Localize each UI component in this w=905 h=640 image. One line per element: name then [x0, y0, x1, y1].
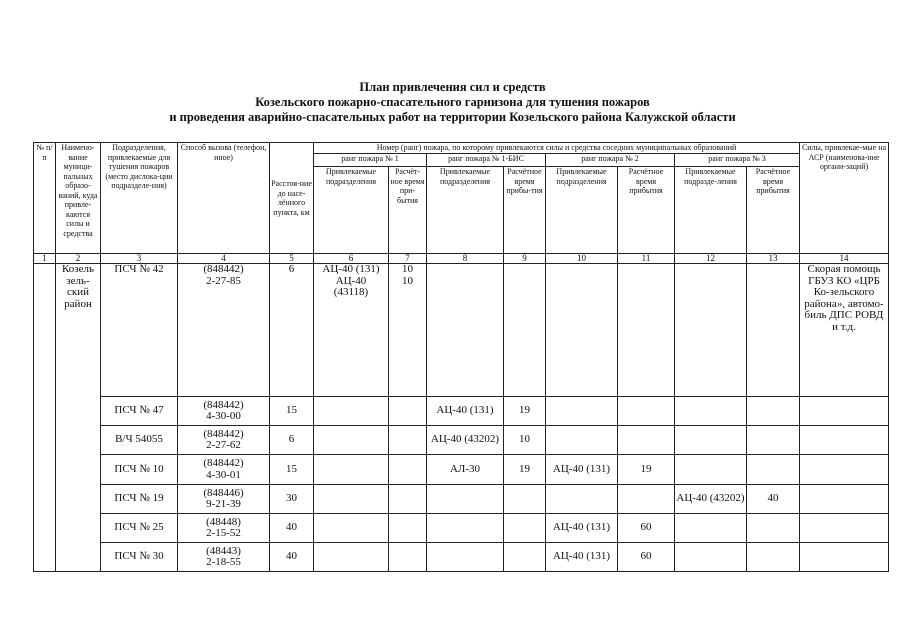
distance-cell: 6 — [270, 426, 314, 455]
distance-cell: 40 — [270, 543, 314, 572]
asr-forces-cell: Скорая помощь ГБУЗ КО «ЦРБ Ко-зельского района», автомо-биль ДПС РОВД и т.д. — [800, 264, 889, 397]
asr-forces-cell — [800, 485, 889, 514]
column-number: 14 — [800, 254, 889, 264]
header-col-number: № п/п — [34, 143, 56, 254]
distance-cell: 15 — [270, 397, 314, 426]
column-number: 2 — [56, 254, 101, 264]
rank-1-units-cell — [314, 514, 389, 543]
column-number: 4 — [178, 254, 270, 264]
header-rank-1-time: Расчёт-ное время при-бытия — [389, 167, 427, 254]
rank-2-units-cell — [546, 264, 618, 397]
rank-1-bis-units-cell: АЦ-40 (43202) — [427, 426, 504, 455]
asr-forces-cell — [800, 514, 889, 543]
phone-cell: (848442) 4-30-01 — [178, 455, 270, 485]
column-number: 1 — [34, 254, 56, 264]
document-title-line-3: и проведения аварийно-спасательных работ на территории Козельского района Калужской области — [169, 110, 736, 124]
unit-name: ПСЧ № 30 — [101, 543, 178, 572]
rank-1-units-cell — [314, 485, 389, 514]
rank-2-units-cell — [546, 397, 618, 426]
column-number: 7 — [389, 254, 427, 264]
rank-3-time-cell: 40 — [747, 485, 800, 514]
rank-1-units-cell — [314, 397, 389, 426]
rank-1-bis-units-cell: АЛ-30 — [427, 455, 504, 485]
distance-cell: 6 — [270, 264, 314, 397]
rank-1-units-cell — [314, 455, 389, 485]
table-row — [34, 485, 889, 514]
header-rank-1: ранг пожара № 1 — [314, 154, 427, 167]
rank-2-time-cell — [618, 426, 675, 455]
header-rank-3-units: Привлекаемые подразде-ления — [675, 167, 747, 254]
rank-1-bis-units-cell — [427, 543, 504, 572]
table-row — [34, 397, 889, 426]
rank-1-units-cell — [314, 543, 389, 572]
rank-1-bis-units-cell: АЦ-40 (131) — [427, 397, 504, 426]
rank-2-units-cell: АЦ-40 (131) — [546, 455, 618, 485]
table-row — [34, 514, 889, 543]
column-number: 6 — [314, 254, 389, 264]
rank-1-bis-time-cell: 19 — [504, 397, 546, 426]
rank-3-units-cell — [675, 543, 747, 572]
table-row — [34, 455, 889, 485]
rank-1-bis-time-cell — [504, 543, 546, 572]
rank-3-units-cell — [675, 264, 747, 397]
rank-2-units-cell: АЦ-40 (131) — [546, 543, 618, 572]
rank-2-units-cell — [546, 426, 618, 455]
asr-forces-cell — [800, 397, 889, 426]
column-number: 10 — [546, 254, 618, 264]
header-col-units: Подразделения, привлекаемые для тушения пожаров (место дислока-ции подразделе-ния) — [101, 143, 178, 254]
document-title-line-1: План привлечения сил и средств — [359, 80, 546, 94]
column-number: 13 — [747, 254, 800, 264]
table-row — [34, 264, 889, 397]
municipality-name: Козель зель-ский район — [56, 264, 101, 572]
distance-cell: 15 — [270, 455, 314, 485]
rank-3-units-cell — [675, 514, 747, 543]
header-rank-2: ранг пожара № 2 — [546, 154, 675, 167]
rank-3-time-cell — [747, 514, 800, 543]
column-number: 11 — [618, 254, 675, 264]
phone-cell: (848442) 4-30-00 — [178, 397, 270, 426]
header-col-call-method: Способ вызова (телефон, иное) — [178, 143, 270, 254]
rank-1-time-cell — [389, 485, 427, 514]
rank-1-units-cell — [314, 426, 389, 455]
header-rank-1-bis-units: Привлекаемые подразделения — [427, 167, 504, 254]
rank-3-time-cell — [747, 455, 800, 485]
header-rank-3-time: Расчётное время прибытия — [747, 167, 800, 254]
rank-1-bis-time-cell — [504, 264, 546, 397]
rank-1-bis-units-cell — [427, 514, 504, 543]
rank-2-time-cell — [618, 397, 675, 426]
unit-name: ПСЧ № 47 — [101, 397, 178, 426]
column-number: 3 — [101, 254, 178, 264]
asr-forces-cell — [800, 543, 889, 572]
rank-1-bis-time-cell: 10 — [504, 426, 546, 455]
header-rank-3: ранг пожара № 3 — [675, 154, 800, 167]
rank-1-time-cell — [389, 426, 427, 455]
phone-cell: (848446) 9-21-39 — [178, 485, 270, 514]
rank-1-time-cell — [389, 543, 427, 572]
unit-name: ПСЧ № 19 — [101, 485, 178, 514]
phone-cell: (48448) 2-15-52 — [178, 514, 270, 543]
header-col-distance: Расстоя-ние до насе-лённого пункта, км — [270, 143, 314, 254]
rank-2-time-cell — [618, 485, 675, 514]
rank-3-units-cell — [675, 426, 747, 455]
rank-3-time-cell — [747, 543, 800, 572]
asr-forces-cell — [800, 455, 889, 485]
rank-3-time-cell — [747, 397, 800, 426]
rank-1-time-cell: 10 10 — [389, 264, 427, 397]
distance-cell: 30 — [270, 485, 314, 514]
table-row — [34, 543, 889, 572]
rank-2-time-cell: 60 — [618, 543, 675, 572]
column-number: 5 — [270, 254, 314, 264]
unit-name: В/Ч 54055 — [101, 426, 178, 455]
header-rank-1-bis-time: Расчётное время прибы-тия — [504, 167, 546, 254]
rank-1-bis-time-cell — [504, 514, 546, 543]
rank-3-units-cell: АЦ-40 (43202) — [675, 485, 747, 514]
rank-1-time-cell — [389, 455, 427, 485]
header-rank-1-units: Привлекаемые подразделения — [314, 167, 389, 254]
rank-1-time-cell — [389, 397, 427, 426]
rank-1-time-cell — [389, 514, 427, 543]
rank-3-time-cell — [747, 426, 800, 455]
column-number: 12 — [675, 254, 747, 264]
rank-3-time-cell — [747, 264, 800, 397]
rank-1-bis-time-cell — [504, 485, 546, 514]
forces-plan-table — [33, 142, 889, 572]
header-col-asr-forces: Силы, привлекае-мые на АСР (наименова-ние органи-заций) — [800, 143, 889, 254]
rank-2-units-cell — [546, 485, 618, 514]
header-col-municipality: Наимено-вание муници-пальных образо-ваний, куда привле-каются силы и средства — [56, 143, 101, 254]
header-fire-rank-group: Номер (ранг) пожара, по которому привлекаются силы и средства соседних муниципальных образований — [314, 143, 800, 154]
header-rank-2-time: Расчётное время прибытия — [618, 167, 675, 254]
header-rank-2-units: Привлекаемые подразделения — [546, 167, 618, 254]
rank-2-time-cell: 19 — [618, 455, 675, 485]
rank-1-units-cell: АЦ-40 (131) АЦ-40 (43118) — [314, 264, 389, 397]
asr-forces-cell — [800, 426, 889, 455]
document-title-line-2: Козельского пожарно-спасательного гарнизона для тушения пожаров — [255, 95, 650, 109]
table-row — [34, 426, 889, 455]
rank-2-time-cell — [618, 264, 675, 397]
distance-cell: 40 — [270, 514, 314, 543]
rank-1-bis-units-cell — [427, 485, 504, 514]
column-number: 9 — [504, 254, 546, 264]
row-number-cell — [34, 264, 56, 572]
rank-3-units-cell — [675, 397, 747, 426]
phone-cell: (48443) 2-18-55 — [178, 543, 270, 572]
unit-name: ПСЧ № 25 — [101, 514, 178, 543]
rank-1-bis-time-cell: 19 — [504, 455, 546, 485]
phone-cell: (848442) 2-27-85 — [178, 264, 270, 397]
unit-name: ПСЧ № 42 — [101, 264, 178, 397]
rank-2-time-cell: 60 — [618, 514, 675, 543]
column-number: 8 — [427, 254, 504, 264]
unit-name: ПСЧ № 10 — [101, 455, 178, 485]
rank-3-units-cell — [675, 455, 747, 485]
rank-2-units-cell: АЦ-40 (131) — [546, 514, 618, 543]
phone-cell: (848442) 2-27-62 — [178, 426, 270, 455]
header-rank-1-bis: ранг пожара № 1-БИС — [427, 154, 546, 167]
rank-1-bis-units-cell — [427, 264, 504, 397]
